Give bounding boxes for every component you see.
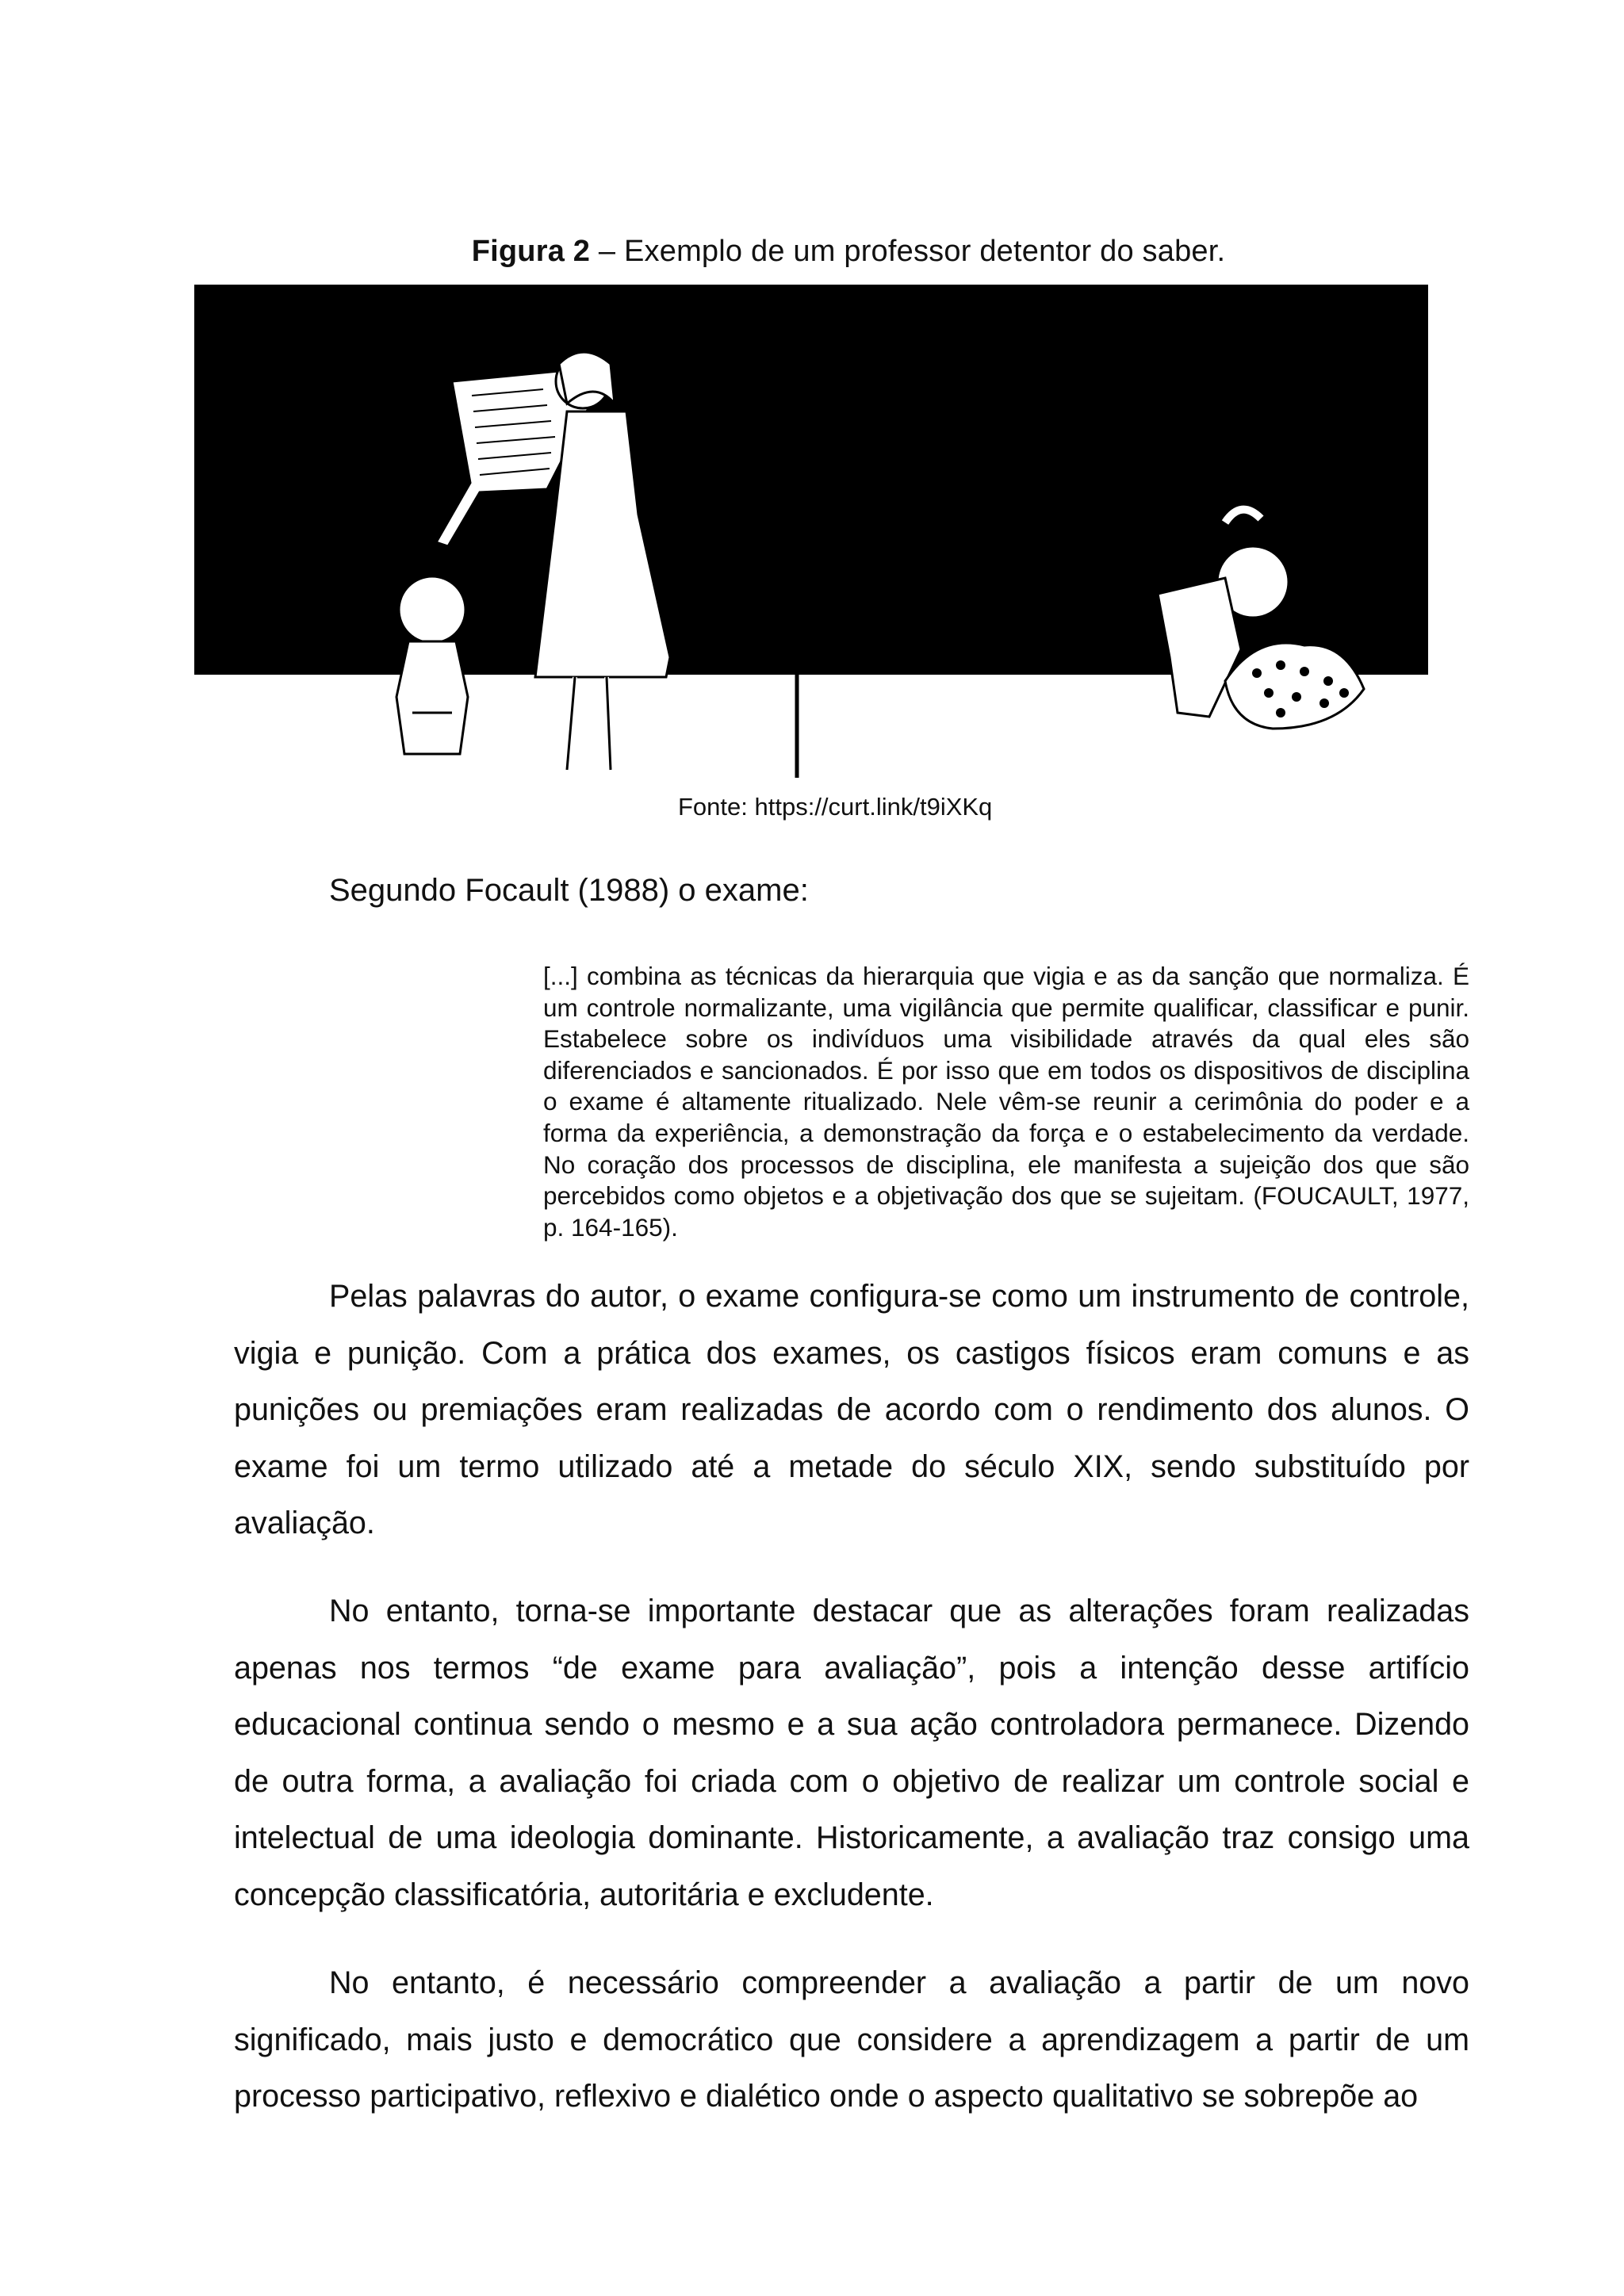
figure-caption-text: – Exemplo de um professor detentor do saber. — [590, 235, 1226, 268]
body-paragraph: Pelas palavras do autor, o exame configura-se como um instrumento de controle, vigia e punição. Com a prática dos exames, os castigos físicos eram comuns e as punições ou premiações eram realizadas de acordo com o rendimento dos alunos. O exame foi um termo utilizado até a metade do século XIX, sendo substituído por avaliação. — [234, 1279, 1469, 1540]
figure-label: Figura 2 — [471, 235, 591, 268]
figure-source: Fonte: https://curt.link/t9iXKq — [678, 793, 993, 821]
body-paragraph: No entanto, é necessário compreender a avaliação a partir de um novo significado, mais justo e democrático que considere a aprendizagem a partir de um processo participativo, reflexivo e dialético onde o aspecto qualitativo se sobrepõe ao — [234, 1965, 1469, 2114]
block-quote: [...] combina as técnicas da hierarquia que vigia e as da sanção que normaliza. É um controle normalizante, uma vigilância que permite qualificar, classificar e punir. Estabelece sobre os indivíduos uma visibilidade através da qual eles são diferenciados e sancionados. É por isso que em todos os dispositivos de disciplina o exame é altamente ritualizado. Nele vêm-se reunir a cerimônia do poder e a forma da experiência, a demonstração da força e o estabelecimento da verdade. No coração dos processos de disciplina, ele manifesta a sujeição dos que são percebidos como objetos e a objetivação dos que se sujeitam. (FOUCAULT, 1977, p. 164-165). — [543, 962, 1469, 1242]
body-paragraph: No entanto, torna-se importante destacar que as alterações foram realizadas apenas nos termos “de exame para avaliação”, pois a intenção desse artifício educacional continua sendo o mesmo e a sua ação controladora permanece. Dizendo de outra forma, a avaliação foi criada com o objetivo de realizar um controle social e intelectual de uma ideologia dominante. Historicamente, a avaliação traz consigo uma concepção classificatória, autoritária e excludente. — [234, 1594, 1469, 1912]
figure-caption — [0, 235, 1624, 269]
quote-lead-in: Segundo Focault (1988) o exame: — [329, 873, 809, 908]
figure-cartoon-teacher — [194, 285, 1428, 778]
